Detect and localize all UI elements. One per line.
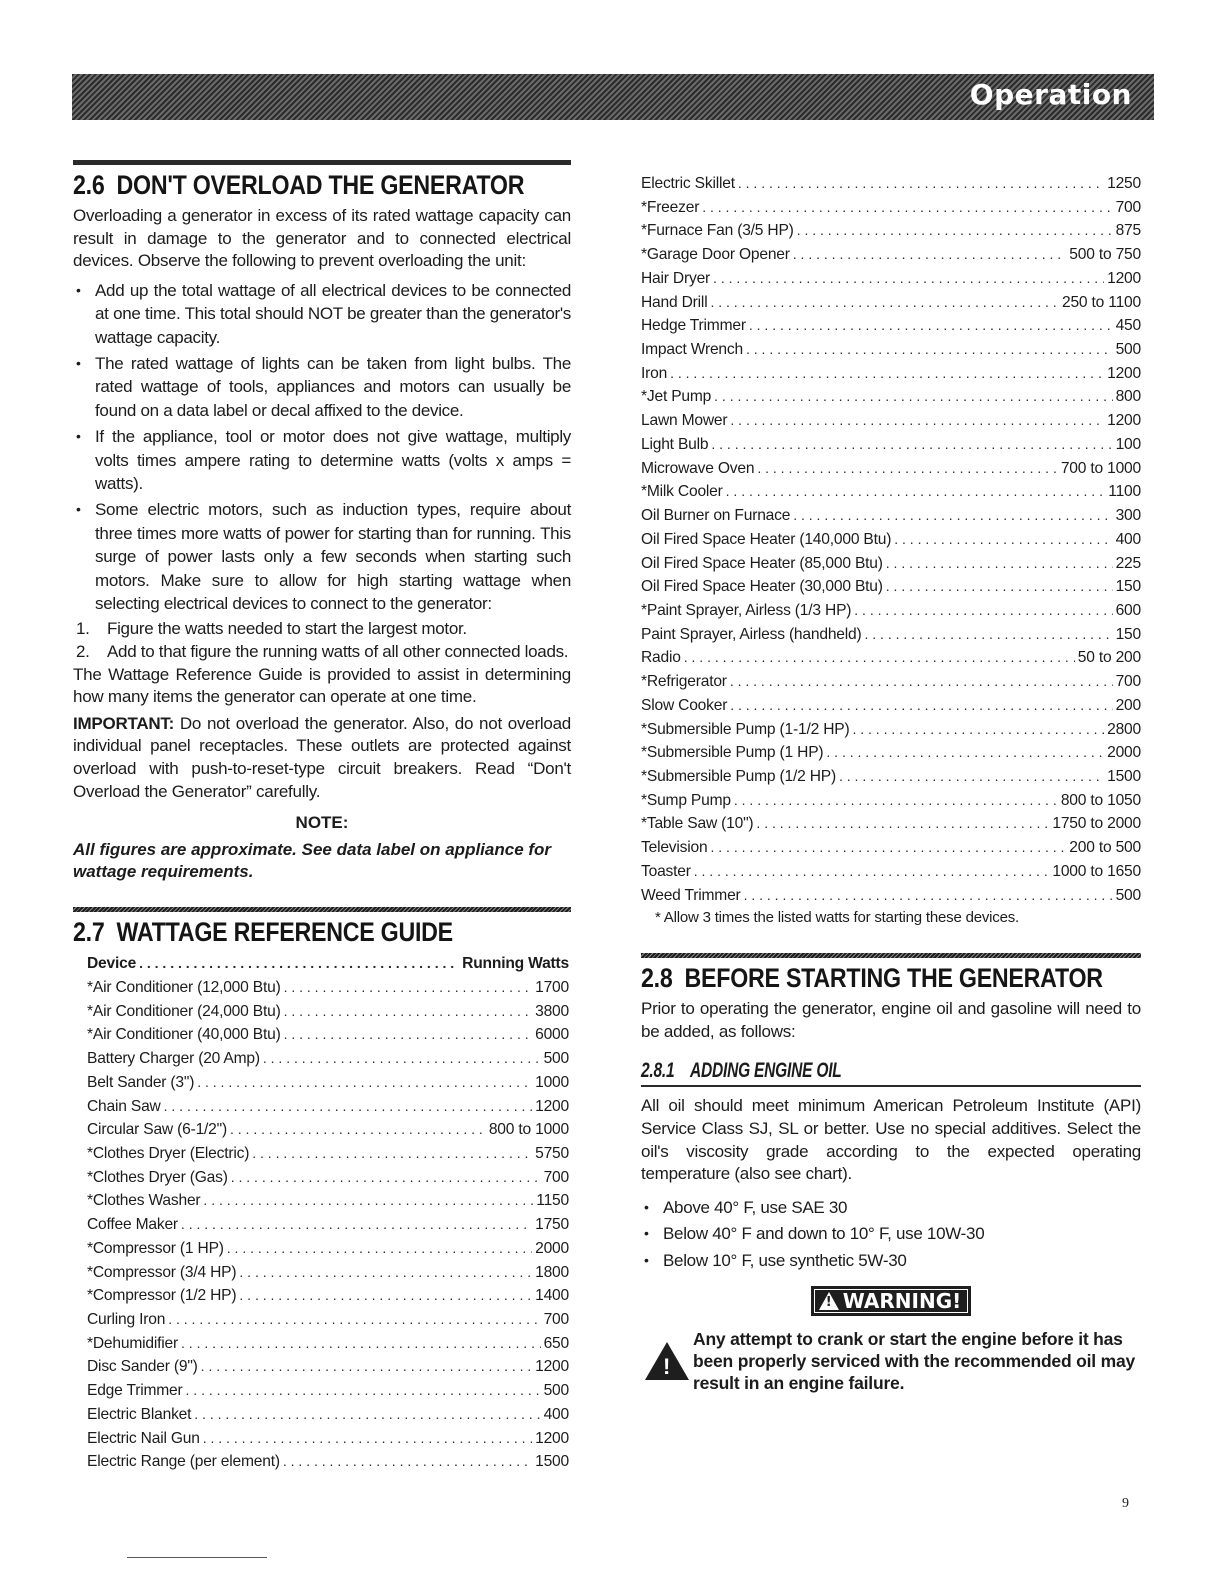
running-watts: 800 to 1050 [1060,791,1141,809]
running-watts: 300 [1115,507,1141,525]
table-row [641,860,1141,884]
device-name: *Garage Door Opener [641,246,790,264]
table-row [87,1213,569,1237]
running-watts: 700 [1115,673,1141,691]
table-row [641,694,1141,718]
running-watts: 875 [1115,222,1141,240]
device-name: Toaster [641,862,691,880]
device-name: Edge Trimmer [87,1382,183,1400]
device-name: *Air Conditioner (12,000 Btu) [87,978,281,996]
leader-dots [181,1213,532,1236]
table-row [641,243,1141,267]
table-row [641,599,1141,623]
running-watts: 1500 [1107,767,1141,785]
running-watts: 500 [543,1050,569,1068]
running-watts: 600 [1115,601,1141,619]
device-name: Oil Fired Space Heater (85,000 Btu) [641,554,883,572]
running-watts: 1750 to 2000 [1052,815,1141,833]
leader-dots [694,860,1050,883]
running-watts: 50 to 200 [1077,649,1141,667]
table-row [641,314,1141,338]
leader-dots [252,1142,532,1165]
table-row [87,976,569,1000]
warning-label: !WARNING! [811,1286,972,1316]
device-name: *Compressor (1 HP) [87,1239,224,1257]
running-watts: 1100 [1108,483,1141,501]
page-number: 9 [1122,1496,1129,1511]
note-title: NOTE: [295,813,349,833]
running-watts: 250 to 1100 [1061,293,1141,311]
device-name: *Dehumidifier [87,1334,179,1352]
leader-dots [746,338,1113,361]
device-name: Television [641,839,708,857]
list-item: • Below 10° F, use synthetic 5W-30 [641,1249,1141,1272]
table-row [641,575,1141,599]
table-row [87,1166,569,1190]
leader-dots [744,884,1113,907]
leader-dots [284,1000,533,1023]
table-row [641,718,1141,742]
device-name: *Milk Cooler [641,483,723,501]
warning-icon [819,1292,839,1310]
running-watts: 1000 to 1650 [1052,862,1141,880]
table-row [87,1095,569,1119]
table-row [87,1427,569,1451]
leader-dots [797,219,1113,242]
table-row [641,385,1141,409]
device-name: Lawn Mower [641,412,728,430]
table-row [641,789,1141,813]
device-name: *Submersible Pump (1-1/2 HP) [641,720,850,738]
running-watts: 225 [1115,554,1141,572]
device-name: Electric Nail Gun [87,1429,200,1447]
leader-dots [854,599,1112,622]
running-watts: 1150 [536,1192,569,1210]
leader-dots [283,1450,532,1473]
leader-dots [886,575,1113,598]
leader-dots [734,789,1058,812]
device-name: *Air Conditioner (24,000 Btu) [87,1002,281,1020]
running-watts: 5750 [535,1144,569,1162]
table-row [641,291,1141,315]
device-name: Microwave Oven [641,459,755,477]
running-watts: 1000 [535,1073,569,1091]
device-name: Oil Fired Space Heater (140,000 Btu) [641,530,892,548]
device-name: Iron [641,364,668,382]
running-watts: 6000 [535,1026,569,1044]
device-name: Battery Charger (20 Amp) [87,1050,260,1068]
device-name: Electric Blanket [87,1405,192,1423]
device-name: *Paint Sprayer, Airless (1/3 HP) [641,601,852,619]
device-name: Chain Saw [87,1097,161,1115]
table-row [87,1237,569,1261]
table-row [641,670,1141,694]
device-name: *Submersible Pump (1 HP) [641,744,824,762]
guide-paragraph: The Wattage Reference Guide is provided to assist in determining how many items the generator can operate at one time. [73,664,571,707]
section-2-8-heading: 2.8 BEFORE STARTING THE GENERATOR [641,963,1103,994]
device-name: Circular Saw (6-1/2") [87,1121,227,1139]
table-row [641,457,1141,481]
table-row [641,836,1141,860]
list-item: • The rated wattage of lights can be taken from light bulbs. The rated wattage of tools, appliances and motors can usually be found on a data label or decal affixed to the device. [73,352,571,422]
leader-dots [239,1284,532,1307]
running-watts: 1200 [535,1429,569,1447]
table-row [87,1071,569,1095]
running-watts: 2000 [1107,744,1141,762]
device-name: Hedge Trimmer [641,317,746,335]
running-watts: 800 [1115,388,1141,406]
section-2-7-heading: 2.7 WATTAGE REFERENCE GUIDE [73,917,453,948]
device-name: Paint Sprayer, Airless (handheld) [641,625,862,643]
device-name: *Refrigerator [641,673,727,691]
device-name: *Compressor (1/2 HP) [87,1287,237,1305]
running-watts: 1200 [535,1097,569,1115]
table-row [87,1450,569,1474]
section-rule [73,160,571,165]
table-row [87,1332,569,1356]
running-watts: 100 [1115,435,1141,453]
list-item: • Above 40° F, use SAE 30 [641,1196,1141,1219]
table-row [641,884,1141,908]
leader-dots [839,765,1104,788]
device-name: Oil Fired Space Heater (30,000 Btu) [641,578,883,596]
device-name: Hair Dryer [641,269,711,287]
table-row [641,552,1141,576]
wattage-table-right [641,172,1141,907]
list-item: • Some electric motors, such as induction types, require about three times more watts of power for starting than for running. This surge of power lasts only a few seconds when starting such motors. Make sure to allow for high starting wattage when selecting electrical devices to connect to the generator: [73,498,571,615]
table-row [87,1118,569,1142]
device-name: *Submersible Pump (1/2 HP) [641,767,836,785]
leader-dots [726,480,1106,503]
starting-watts-footnote: * Allow 3 times the listed watts for starting these devices. [655,909,1020,927]
running-watts: 1800 [535,1263,569,1281]
running-watts: 700 [543,1168,569,1186]
list-item: 2. Add to that figure the running watts of all other connected loads. [76,642,569,662]
running-watts: 2800 [1107,720,1141,738]
section-header-bar [72,74,1154,120]
table-row [641,267,1141,291]
subsection-2-8-1-heading: 2.8.1 ADDING ENGINE OIL [641,1059,1141,1087]
leader-dots [738,172,1104,195]
leader-dots [894,528,1112,551]
running-watts: 1250 [1107,175,1141,192]
table-row [641,219,1141,243]
table-row [641,765,1141,789]
leader-dots [684,646,1075,669]
table-row [87,1403,569,1427]
leader-dots [181,1332,541,1355]
table-row [641,646,1141,670]
leader-dots [730,694,1112,717]
leader-dots [201,1355,532,1378]
device-name: Electric Range (per element) [87,1453,280,1471]
device-name: Curling Iron [87,1311,166,1328]
running-watts: 1700 [535,978,569,996]
running-watts: 1400 [535,1287,569,1305]
table-row [641,338,1141,362]
table-row [641,480,1141,504]
table-row [641,528,1141,552]
leader-dots [730,409,1104,432]
device-name: *Table Saw (10") [641,815,754,833]
running-watts: 1200 [535,1358,569,1376]
device-name: *Clothes Washer [87,1192,201,1210]
running-watts: 150 [1115,578,1141,596]
running-watts: 700 [543,1311,569,1328]
running-watts: 500 [1115,886,1141,904]
table-row [87,1047,569,1071]
table-row [87,1142,569,1166]
leader-dots [710,836,1066,859]
running-watts: 1750 [535,1216,569,1234]
oil-paragraph: All oil should meet minimum American Petroleum Institute (API) Service Class SJ, SL or better. Use no special additives. Select the oil's viscosity grade according to the expected operating temperature (also see chart). [641,1096,1141,1184]
leader-dots [203,1189,533,1212]
right-column [641,160,1141,1394]
running-watts: 3800 [535,1002,569,1020]
leader-dots [230,1118,486,1141]
warning-triangle-icon [645,1342,689,1380]
header-title: Operation [969,78,1132,111]
table-row [641,812,1141,836]
wattage-table-left [73,952,571,1474]
overload-steps [73,618,571,663]
device-name: Belt Sander (3") [87,1073,195,1091]
running-watts: 150 [1115,625,1141,643]
divider-line [127,1557,267,1558]
table-row [641,623,1141,647]
device-name: Weed Trimmer [641,886,741,904]
device-name: *Furnace Fan (3/5 HP) [641,222,794,240]
left-column [73,160,571,1474]
note-text: All figures are approximate. See data label on appliance for wattage requirements. [73,840,552,882]
list-item: • Below 40° F and down to 10° F, use 10W-30 [641,1222,1141,1245]
leader-dots [263,1047,541,1070]
leader-dots [852,718,1104,741]
device-name: Light Bulb [641,435,709,453]
device-name: Oil Burner on Furnace [641,507,791,525]
device-name: Hand Drill [641,293,708,311]
table-row [87,1189,569,1213]
running-watts: 500 to 750 [1069,246,1141,264]
table-row [641,409,1141,433]
warning-message [641,1328,1141,1394]
warning-label-wrap [641,1286,1141,1316]
leader-dots [713,267,1104,290]
warning-text: Any attempt to crank or start the engine before it has been properly serviced with the recommended oil may result in an engine failure. [693,1329,1136,1394]
table-row [87,1308,569,1332]
running-watts: 1200 [1107,412,1141,430]
leader-dots [284,976,533,999]
running-watts: 200 to 500 [1069,839,1141,857]
leader-dots [239,1261,532,1284]
leader-dots [793,243,1067,266]
leader-dots [749,314,1113,337]
section-rule [73,907,571,912]
device-name: Coffee Maker [87,1216,178,1234]
running-watts: 700 to 1000 [1060,459,1141,477]
section-2-6-heading: 2.6 DON'T OVERLOAD THE GENERATOR [73,170,525,200]
table-row [87,1355,569,1379]
running-watts: 450 [1115,317,1141,335]
overload-bullets [73,279,571,616]
before-start-intro: Prior to operating the generator, engine oil and gasoline will need to be added, as follows: [641,999,1141,1041]
running-watts: 1200 [1107,364,1141,382]
leader-dots [284,1023,533,1046]
list-item: • Add up the total wattage of all electrical devices to be connected at one time. This total should NOT be greater than the generator's wattage capacity. [73,279,571,349]
running-watts: 800 to 1000 [488,1121,569,1139]
list-item: 1. Figure the watts needed to start the largest motor. [76,619,467,639]
device-name: *Clothes Dryer (Electric) [87,1144,250,1162]
device-name: *Sump Pump [641,791,731,809]
device-name: *Compressor (3/4 HP) [87,1263,237,1281]
running-watts: 500 [1115,341,1141,359]
device-name: *Air Conditioner (40,000 Btu) [87,1026,281,1044]
running-watts: 1200 [1107,269,1141,287]
table-row [87,1284,569,1308]
leader-dots [231,1166,541,1189]
leader-dots [756,812,1049,835]
table-row [641,504,1141,528]
table-row [641,433,1141,457]
table-row [641,741,1141,765]
device-name: Slow Cooker [641,696,728,714]
oil-bullets [641,1196,1141,1272]
device-name: *Freezer [641,198,700,216]
running-watts: 400 [1115,530,1141,548]
leader-dots [168,1308,540,1331]
leader-dots [702,196,1112,219]
device-name: *Jet Pump [641,388,712,406]
running-watts: 1500 [535,1453,569,1471]
running-watts: 2000 [535,1239,569,1257]
table-row [87,1379,569,1403]
running-watts: 200 [1115,696,1141,714]
table-row [641,362,1141,386]
leader-dots [227,1237,532,1260]
leader-dots [865,623,1113,646]
device-name: Impact Wrench [641,341,743,359]
table-row [87,1023,569,1047]
leader-dots [826,741,1104,764]
leader-dots [197,1071,532,1094]
leader-dots [711,433,1112,456]
running-watts: 700 [1115,198,1141,216]
leader-dots [730,670,1113,693]
list-item: • If the appliance, tool or motor does not give wattage, multiply volts times ampere rating to determine watts (volts x amps = watts). [73,425,571,495]
section-rule [641,953,1141,958]
leader-dots [793,504,1112,527]
table-row [87,1261,569,1285]
device-name: Disc Sander (9") [87,1358,198,1376]
table-row [641,196,1141,220]
table-row [87,1000,569,1024]
running-watts: 400 [543,1405,569,1423]
overload-intro: Overloading a generator in excess of its rated wattage capacity can result in damage to the generator and to connected electrical devices. Observe the following to prevent overloading the unit: [73,206,571,271]
leader-dots [186,1379,541,1402]
leader-dots [203,1427,532,1450]
device-name: *Clothes Dryer (Gas) [87,1168,228,1186]
running-watts: 500 [543,1382,569,1400]
leader-dots [757,457,1057,480]
important-paragraph: IMPORTANT: Do not overload the generator. Also, do not overload individual panel receptacles. These outlets are protected against overload with push-to-reset-type circuit breakers. Read “Don't Overload the Generator” carefully. [73,713,571,801]
leader-dots [710,291,1059,314]
leader-dots [886,552,1113,575]
device-name: Electric Skillet [641,175,735,192]
leader-dots [164,1095,532,1118]
leader-dots [670,362,1104,385]
table-header-row: Device . . . Running Watts [87,952,569,976]
running-watts: 650 [543,1334,569,1352]
leader-dots [714,385,1112,408]
leader-dots [194,1403,540,1426]
device-name: Radio [641,649,681,667]
table-row [641,172,1141,196]
